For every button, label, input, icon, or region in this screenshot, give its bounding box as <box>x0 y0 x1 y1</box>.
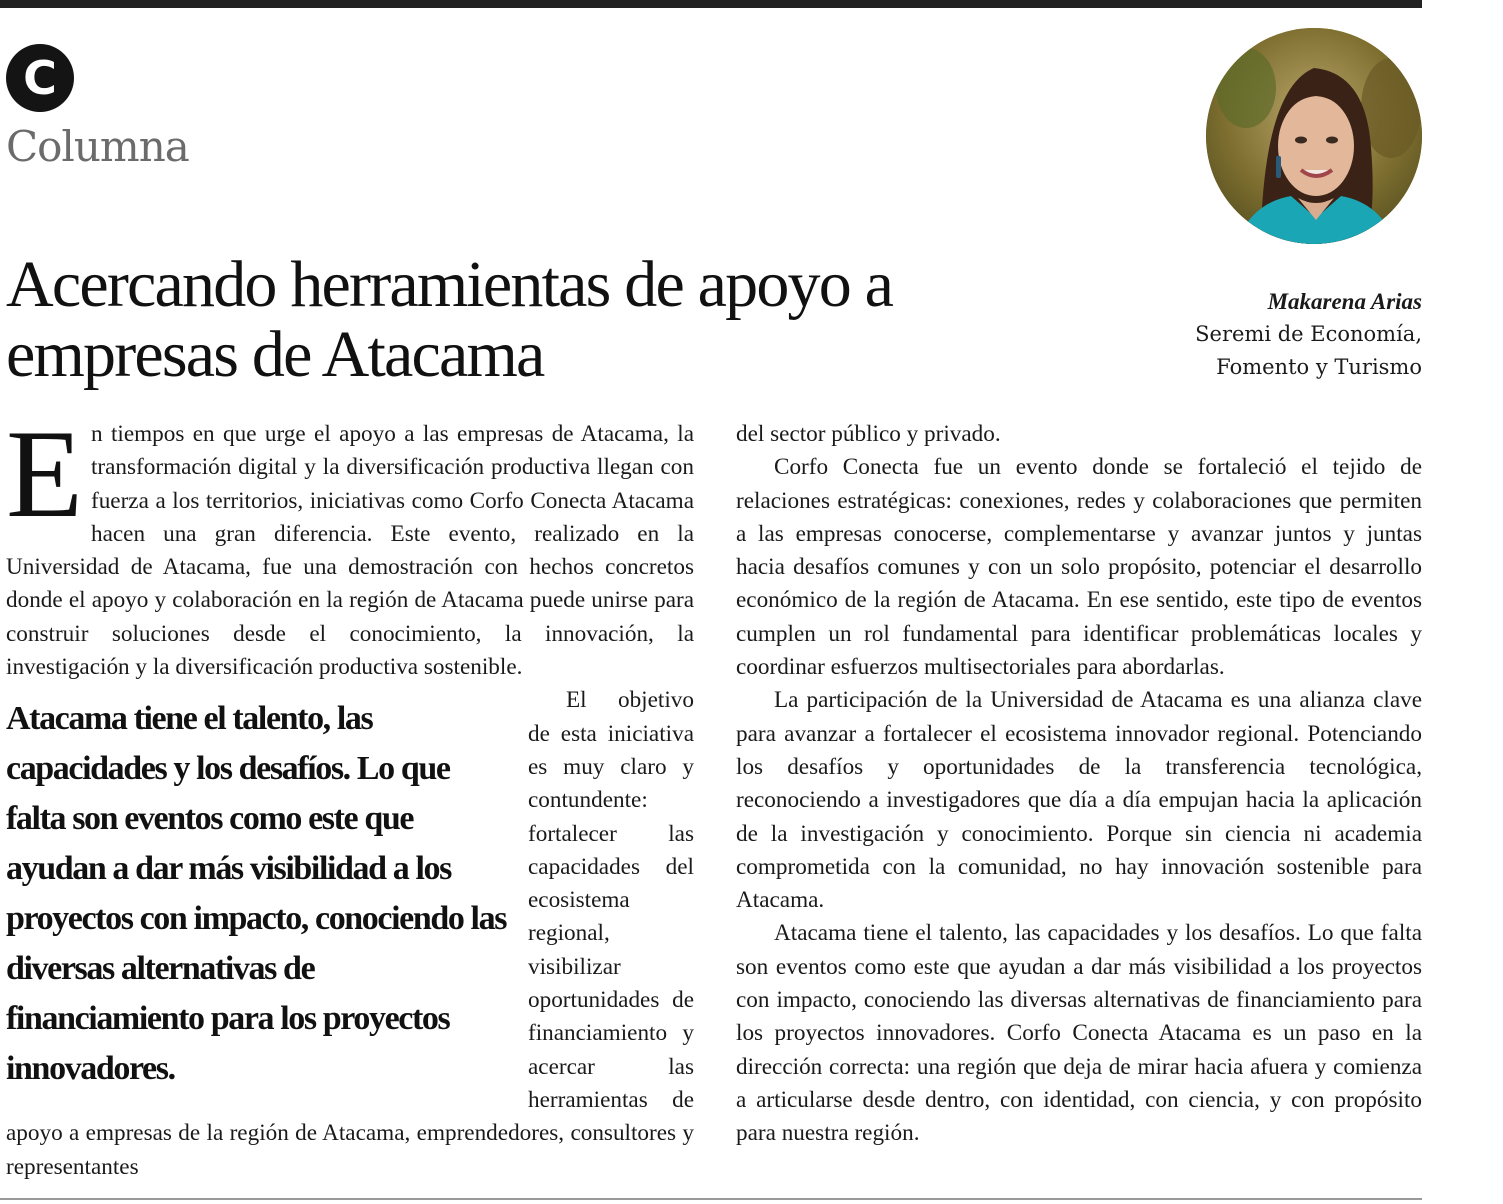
article-paragraph-2: El objetivo de esta iniciativa es muy claro y contundente: fortalecer las capacidades del ecosistema regional, visibilizar oportunidades de financiamiento y acercar las herramientas de apoyo a empresas de la región de Atacama, emprendedores, consultores y representantes <box>6 687 694 1180</box>
top-rule <box>0 0 1422 8</box>
headline: Acercando herramientas de apoyo a empresas de Atacama <box>6 248 893 391</box>
article-paragraph-1-text: n tiempos en que urge el apoyo a las empresas de Atacama, la transformación digital y la diversificación productiva llegan con fuerza a los territorios, iniciativas como Corfo Conecta Atacama hacen una gran diferencia. Este evento, realizado en la Universidad de Atacama, fue una demostración con hechos concretos donde el apoyo y colaboración en la región de Atacama puede unirse para construir soluciones desde el conocimiento, la innovación, la investigación y la diversificación productiva sostenible. <box>6 421 694 681</box>
pull-quote: Atacama tiene el talento, las capacidades y los desafíos. Lo que falta son eventos como este que ayudan a dar más visibilidad a los proyectos con impacto, conociendo las diversas alternativas de financiamiento para los proyectos innovadores. <box>6 700 507 1088</box>
portrait-svg <box>1206 28 1422 244</box>
article-column-right <box>736 418 1422 1151</box>
article-paragraph-5: Atacama tiene el talento, las capacidades y los desafíos. Lo que falta son eventos como este que ayudan a dar más visibilidad a los proyectos con impacto, conociendo las diversas alternativas de financiamiento para los proyectos innovadores. Corfo Conecta Atacama es un paso en la dirección correcta: una región que deja de mirar hacia afuera y comienza a articularse desde dentro, con identidad, con ciencia, y con propósito para nuestra región. <box>736 920 1422 1147</box>
article-paragraph-continued: del sector público y privado. <box>736 421 1001 447</box>
author-name: Makarena Arias <box>1267 289 1422 314</box>
section-badge <box>6 44 74 112</box>
author-portrait-icon <box>1206 28 1422 244</box>
article-paragraph-4: La participación de la Universidad de Atacama es una alianza clave para avanzar a fortalecer el ecosistema innovador regional. Potenciando los desafíos y oportunidades de la transferencia tecnológica, reconociendo a investigadores que día a día empujan hacia la aplicación de la investigación y conocimiento. Porque sin ciencia ni academia comprometida con la comunidad, no hay innovación sostenible para Atacama. <box>736 687 1422 914</box>
author-role-line2: Fomento y Turismo <box>1216 355 1422 379</box>
author-block <box>1195 285 1422 384</box>
article-paragraph-3: Corfo Conecta fue un evento donde se fortaleció el tejido de relaciones estratégicas: conexiones, redes y colaboraciones que permiten a las empresas conocerse, complementarse y avanzar juntos y juntas hacia desafíos comunes y con un solo propósito, potenciar el desarrollo económico de la región de Atacama. En ese sentido, este tipo de eventos cumplen un rol fundamental para identificar problemáticas locales y coordinar esfuerzos multisectoriales para abordarlas. <box>736 454 1422 681</box>
article-column-left <box>6 405 694 1184</box>
section-label: Columna <box>6 122 189 171</box>
author-role-line1: Seremi de Economía, <box>1195 322 1422 346</box>
drop-cap: E <box>6 405 83 544</box>
article-paragraph <box>6 405 694 684</box>
section-badge-letter: C <box>23 51 57 105</box>
bottom-rule <box>0 1198 1422 1200</box>
